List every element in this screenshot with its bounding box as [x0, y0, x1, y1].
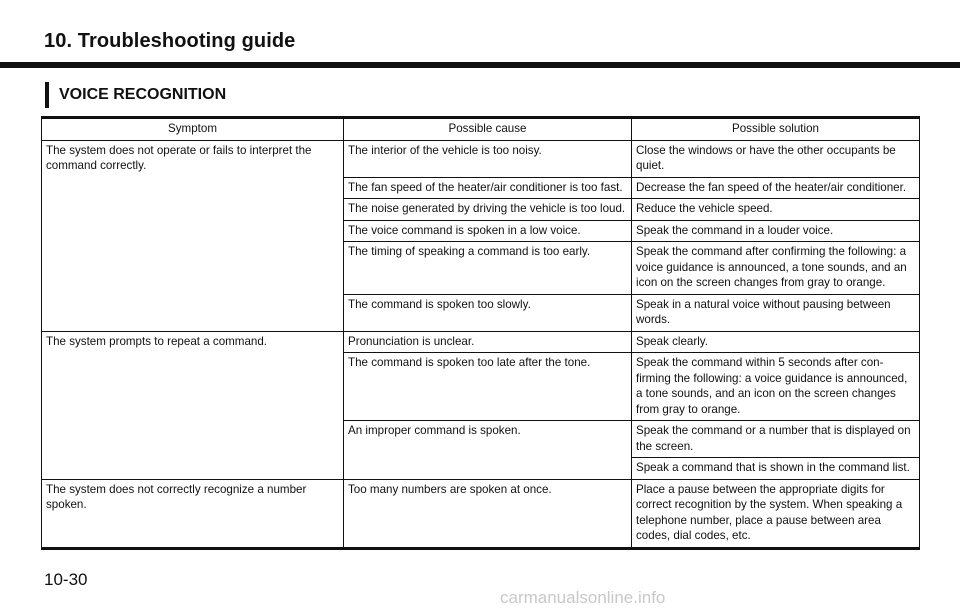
solution-cell: Reduce the vehicle speed.: [632, 199, 920, 221]
chapter-title: 10. Troubleshooting guide: [44, 30, 296, 52]
header-rule: [0, 62, 960, 68]
watermark: carmanualsonline.info: [500, 588, 666, 607]
symptom-cell: The system does not operate or fails to interpret the command correctly.: [42, 140, 344, 331]
cause-cell: The voice command is spoken in a low voice.: [344, 220, 632, 242]
section-heading: [45, 82, 226, 108]
table-header-row: [42, 118, 920, 141]
cause-cell: The command is spoken too slowly.: [344, 294, 632, 331]
solution-cell: Speak clearly.: [632, 331, 920, 353]
cause-cell: The noise generated by driving the vehicle is too loud.: [344, 199, 632, 221]
header-possible-cause: Possible cause: [344, 118, 632, 141]
solution-cell: Speak a command that is shown in the command list.: [632, 458, 920, 480]
cause-cell: The interior of the vehicle is too noisy.: [344, 140, 632, 177]
solution-cell: Decrease the fan speed of the heater/air conditioner.: [632, 177, 920, 199]
cause-cell: Pronunciation is unclear.: [344, 331, 632, 353]
solution-cell: Close the windows or have the other occupants be quiet.: [632, 140, 920, 177]
header-symptom: Symptom: [42, 118, 344, 141]
section-title: VOICE RECOGNITION: [59, 86, 227, 103]
table-row: [42, 140, 920, 177]
solution-cell: Speak the command within 5 seconds after con-firming the following: a voice guidance is announced, a tone sounds, and an icon on the screen changes from gray to orange.: [632, 353, 920, 421]
symptom-cell: The system prompts to repeat a command.: [42, 331, 344, 479]
section-marker-bar: [45, 82, 49, 108]
cause-cell: Too many numbers are spoken at once.: [344, 479, 632, 548]
cause-cell: The command is spoken too late after the tone.: [344, 353, 632, 421]
solution-cell: Speak the command after confirming the following: a voice guidance is announced, a tone sounds, and an icon on the screen changes from gray to orange.: [632, 242, 920, 295]
header-possible-solution: Possible solution: [632, 118, 920, 141]
table-row: [42, 331, 920, 353]
cause-cell: The timing of speaking a command is too early.: [344, 242, 632, 295]
symptom-cell: The system does not correctly recognize a number spoken.: [42, 479, 344, 548]
solution-cell: Speak in a natural voice without pausing between words.: [632, 294, 920, 331]
table-row: [42, 479, 920, 548]
cause-cell: The fan speed of the heater/air conditioner is too fast.: [344, 177, 632, 199]
troubleshooting-table: [41, 116, 920, 550]
solution-cell: Speak the command or a number that is displayed on the screen.: [632, 421, 920, 458]
page-number: 10-30: [44, 570, 88, 589]
cause-cell: An improper command is spoken.: [344, 421, 632, 480]
solution-cell: Speak the command in a louder voice.: [632, 220, 920, 242]
solution-cell: Place a pause between the appropriate digits for correct recognition by the system. When speaking a telephone number, place a pause between area codes, dial codes, etc.: [632, 479, 920, 548]
